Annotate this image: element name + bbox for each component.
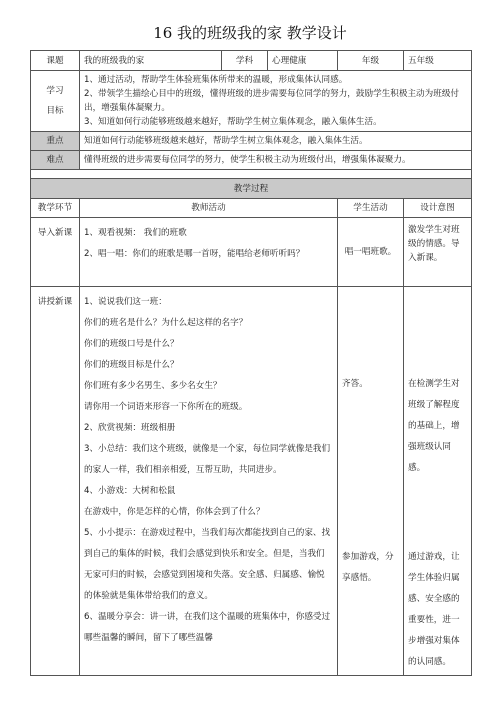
goals-label: 学习 目标 <box>31 71 80 132</box>
document-title: 16 我的班级我的家 教学设计 <box>153 24 347 42</box>
key-point-text: 知道如何行动能够班级越来越好，帮助学生树立集体观念，融入集体生活。 <box>80 132 472 151</box>
grade-value: 五年级 <box>404 51 472 71</box>
student-activity-2: 参加游戏，分享感悟。 <box>342 552 394 583</box>
lesson-row <box>31 287 472 676</box>
col-stage: 教学环节 <box>31 199 80 218</box>
teacher-activity-line: 1、说说我们这一班： <box>84 297 167 307</box>
lesson-plan-table <box>30 50 472 676</box>
goals-row <box>31 71 472 132</box>
teacher-activity-line: 6、温暖分享会：讲一讲，在我们这个温暖的班集体中，你感受过哪些温馨的瞬间，留下了哪些温馨 <box>84 612 331 643</box>
intent-1: 在检测学生对班级了解程度的基础上，增强班级认同感。 <box>408 379 460 473</box>
teacher-activity-line: 在游戏中，你是怎样的心情，你体会到了什么？ <box>84 507 265 517</box>
spacer-row <box>31 170 472 179</box>
grade-label: 年级 <box>338 51 404 71</box>
difficulty-row <box>31 151 472 170</box>
goal-item: 3、知道如何行动能够班级越来越好，帮助学生树立集体观念，融入集体生活。 <box>84 117 382 127</box>
goals-content <box>80 71 472 132</box>
spacer <box>31 170 472 179</box>
col-teacher: 教师活动 <box>80 199 338 218</box>
teacher-activity-line: 5、小小提示：在游戏过程中，当我们每次都能找到自己的家、找到自己的集体的时候，我们会感觉到快乐和安全。但是，当我们无家可归的时候，会感觉到困境和失落。安全感、归属感、愉悦的体验就是集体带给我们的意义。 <box>84 528 331 601</box>
difficulty-text: 懂得班级的进步需要每位同学的努力，使学生积极主动为班级付出，增强集体凝聚力。 <box>80 151 472 170</box>
difficulty-label: 难点 <box>31 151 80 170</box>
intro-student: 唱一唱班歌。 <box>338 218 404 287</box>
intro-intent: 激发学生对班级的情感。导入新课。 <box>404 218 472 287</box>
intent-2: 通过游戏，让学生体验归属感、安全感的重要性，进一步增强对集体的认同感。 <box>408 552 460 667</box>
teacher-activity-line: 3、小总结：我们这个班级，就像是一个家，每位同学就像是我们的家人一样，我们相亲相爱，互帮互助，共同进步。 <box>84 444 331 475</box>
intro-teacher <box>80 218 338 287</box>
col-student: 学生活动 <box>338 199 404 218</box>
teacher-activity-line: 请你用一个词语来形容一下你所在的班级。 <box>84 402 248 412</box>
lesson-student <box>338 287 404 676</box>
subject-value: 心理健康 <box>268 51 338 71</box>
goal-item: 2、带领学生描绘心目中的班级，懂得班级的进步需要每位同学的努力，鼓励学生积极主动为班级付出，增强集体凝聚力。 <box>84 89 460 113</box>
intro-row <box>31 218 472 287</box>
column-header-row <box>31 199 472 218</box>
teacher-activity-line: 4、小游戏：大树和松鼠 <box>84 486 176 496</box>
info-row <box>31 51 472 71</box>
course-value: 我的班级我的家 <box>80 51 222 71</box>
key-point-label: 重点 <box>31 132 80 151</box>
teacher-activity-line: 你们的班级目标是什么？ <box>84 360 179 370</box>
lesson-stage: 讲授新课 <box>31 287 80 676</box>
teacher-activity-line: 你们的班名是什么？为什么起这样的名字？ <box>84 318 248 328</box>
course-label: 课题 <box>31 51 80 71</box>
key-point-row <box>31 132 472 151</box>
teacher-activity-line: 2、欣赏视频：班级相册 <box>84 423 176 433</box>
teacher-activity-line: 1、观看视频： 我们的班歌 <box>84 228 187 238</box>
goal-item: 1、通过活动，帮助学生体验班集体所带来的温暖，形成集体认同感。 <box>84 75 348 85</box>
process-header-row <box>31 179 472 199</box>
teacher-activity-line: 你们的班级口号是什么？ <box>84 339 179 349</box>
col-intent: 设计意图 <box>404 199 472 218</box>
process-header: 教学过程 <box>31 179 472 199</box>
subject-label: 学科 <box>222 51 268 71</box>
lesson-intent <box>404 287 472 676</box>
intro-stage: 导入新课 <box>31 218 80 287</box>
student-activity-1: 齐答。 <box>342 379 368 389</box>
teacher-activity-line: 2、唱一唱：你们的班歌是哪一首呀，能唱给老师听听吗？ <box>84 249 305 259</box>
lesson-teacher <box>80 287 338 676</box>
teacher-activity-line: 你们班有多少名男生、多少名女生？ <box>84 381 222 391</box>
